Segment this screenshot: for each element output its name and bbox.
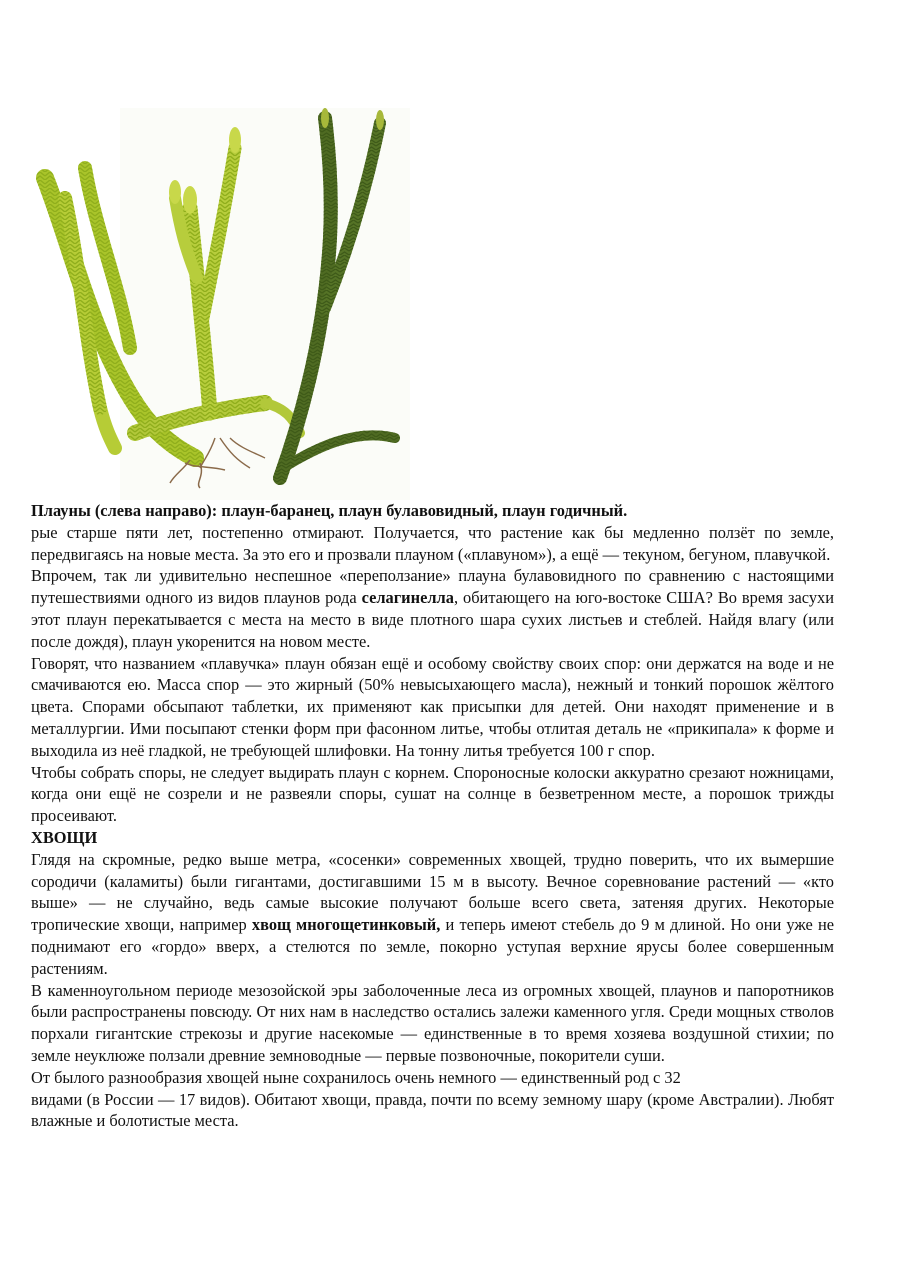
paragraph-text: Глядя на скромные, редко выше метра, «сосенки» современных хвощей, трудно поверить, что их вымершие сородичи (каламиты) были гигантами, достигавшими 15 м в высоту. Вечное соревнование растений — «кто выше» — не случайно, ведь самые высокие получают больше всего света, затеняя других. Некоторые тропические хвощи, например <box>31 849 834 935</box>
paragraph: Чтобы собрать споры, не следует выдирать плаун с корнем. Спороносные колоски аккуратно срезают ножницами, когда они ещё не созрели и не развеяли споры, сушат на солнце в безветренном месте, а порошок трижды просеивают. <box>31 762 834 826</box>
clubmoss-illustration-icon <box>25 108 410 500</box>
term-selaginella: селагинелла <box>361 588 454 608</box>
paragraph-line: От былого разнообразия хвощей ныне сохранилось очень немного — единственный род с 32 <box>31 1067 681 1087</box>
paragraph <box>31 849 834 980</box>
paragraph: В каменноугольном периоде мезозойской эры заболоченные леса из огромных хвощей, плаунов и папоротников были распространены повсюду. От них нам в наследство остались залежи каменного угля. Среди мощных стволов порхали гигантские стрекозы и другие насекомые — единственные в то время хозяева воздушной стихии; по земле неуклюже ползали древние земноводные — первые позвоночные, покорители суши. <box>31 980 834 1065</box>
paragraph-text: , обитающего на юго-востоке США? Во время засухи этот плаун перекатывается с места на место в виде плотного шара сухих листьев и стеблей. Найдя влагу (или после дождя), плаун укоренится на новом месте. <box>31 588 834 651</box>
paragraph: рые старше пяти лет, постепенно отмирают. Получается, что растение как бы медленно ползёт по земле, передвигаясь на новые места. За это его и прозвали плауном («плавуном»), а ещё — текуном, бегуном, плавучкой. <box>31 522 834 564</box>
paragraph-text: и теперь имеют стебель до 9 м длиной. Но они уже не поднимают его «гордо» вверх, а стелются по земле, покорно уступая верхние ярусы более совершенным растениям. <box>31 915 834 978</box>
paragraph: Говорят, что названием «плавучка» плаун обязан ещё и особому свойству своих спор: они держатся на воде и не смачиваются ею. Масса спор — это жирный (50% невысыхающего масла), нежный и тонкий порошок жёлтого цвета. Спорами обсыпают таблетки, их применяют как присыпки для детей. Они находят применение и в металлургии. Ими посыпают стенки форм при фасонном литье, чтобы отлитая деталь не «прикипала» к форме и выходила из неё гладкой, не требующей шлифовки. На тонну литья требуется 100 г спор. <box>31 653 834 760</box>
paragraph <box>31 565 834 652</box>
paragraph: видами (в России — 17 видов). Обитают хвощи, правда, почти по всему земному шару (кроме Австралии). Любят влажные и болотистые места. <box>31 1089 834 1131</box>
plant-illustration <box>25 108 410 500</box>
figure-caption: Плауны (слева направо): плаун-баранец, плаун булавовидный, плаун годичный. <box>31 501 628 520</box>
paragraph-text: Впрочем, так ли удивительно неспешное «переползание» плауна булавовидного по сравнению с настоящими путешествиями одного из видов плаунов рода <box>31 566 834 608</box>
term-horsetail: хвощ многощетинковый, <box>251 915 441 935</box>
section-heading: ХВОЩИ <box>31 827 98 847</box>
article-text <box>31 500 834 1132</box>
